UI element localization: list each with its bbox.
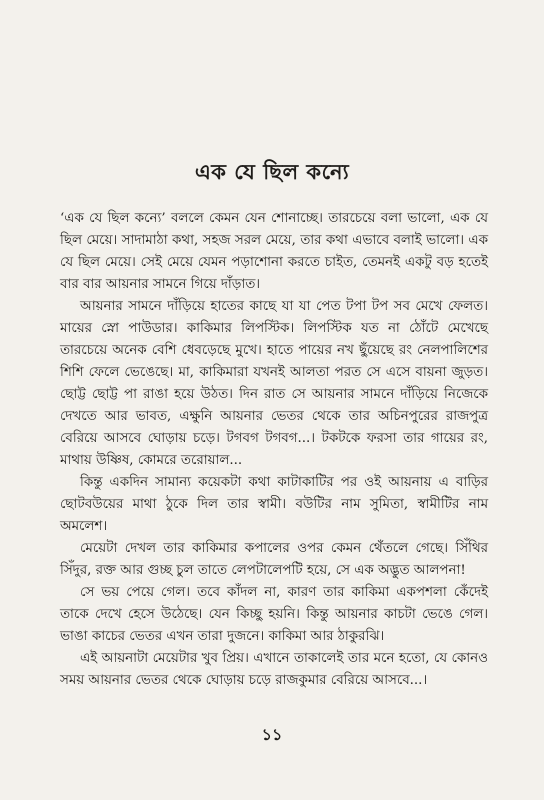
paragraph-3: কিন্তু একদিন সামান্য কয়েকটা কথা কাটাকাটির পর ওই আয়নায় এ বাড়ির ছোটবউয়ের মাথা ঠুকে দিল তার স্বামী। বউটির নাম সুমিতা, স্বামীটির নাম অমলেশ। [60,475,488,534]
paragraph-6: এই আয়নাটা মেয়েটার খুব প্রিয়। এখানে তাকালেই তার মনে হতো, যে কোনও সময় আয়নার ভেতর থেকে ঘোড়ায় চড়ে রাজকুমার বেরিয়ে আসবে...। [60,651,488,688]
paragraph-1: ‘এক যে ছিল কন্যে’ বললে কেমন যেন শোনাচ্ছে। তারচেয়ে বলা ভালো, এক যে ছিল মেয়ে। সাদামাঠা কথা, সহজ সরল মেয়ে, তার কথা এভাবে বলাই ভালো। এক যে ছিল মেয়ে। সেই মেয়ে যেমন পড়াশোনা করতে চাইত, তেমনই একটু বড় হতেই বার বার আয়নার সামনে গিয়ে দাঁড়াত। [60,211,488,292]
paragraph-5: সে ভয় পেয়ে গেল। তবে কাঁদল না, কারণ তার কাকিমা একপশলা কেঁদেই তাকে দেখে হেসে উঠেছে। যেন কিচ্ছু হয়নি। কিন্তু আয়নার কাচটা ভেঙে গেল। ভাঙা কাচের ভেতর এখন তারা দুজনে। কাকিমা আর ঠাকুরঝি। [60,585,488,644]
body-text [60,208,488,692]
page-number: ১১ [261,725,283,744]
paragraph-4: মেয়েটা দেখল তার কাকিমার কপালের ওপর কেমন থেঁতলে গেছে। সিঁথির সিঁদুর, রক্ত আর গুচ্ছ চুল তাতে লেপটালেপটি হয়ে, সে এক অদ্ভুত আলপনা! [60,541,488,578]
chapter-title: এক যে ছিল কন্যে [194,159,350,184]
paragraph-2: আয়নার সামনে দাঁড়িয়ে হাতের কাছে যা যা পেত টপা টপ সব মেখে ফেলত। মায়ের স্নো পাউডার। কাকিমার লিপস্টিক। লিপস্টিক যত না ঠোঁটে মেখেছে তারচেয়ে অনেক বেশি ধেবড়েছে মুখে। হাতে পায়ের নখ ছুঁয়েছে রং নেলপালিশের শিশি ফেলে ভেঙেছে। মা, কাকিমারা যখনই আলতা পরত সে এসে বায়না জুড়ত। ছোট্ট ছোট্ট পা রাঙা হয়ে উঠত। দিন রাত সে আয়নার সামনে দাঁড়িয়ে নিজেকে দেখতে আর ভাবত, এক্ষুনি আয়নার ভেতর থেকে তার অচিনপুরের রাজপুত্র বেরিয়ে আসবে ঘোড়ায় চড়ে। টগবগ টগবগ...। টকটকে ফরসা তার গায়ের রং, মাথায় উষ্ণিষ, কোমরে তরোয়াল... [60,299,488,468]
